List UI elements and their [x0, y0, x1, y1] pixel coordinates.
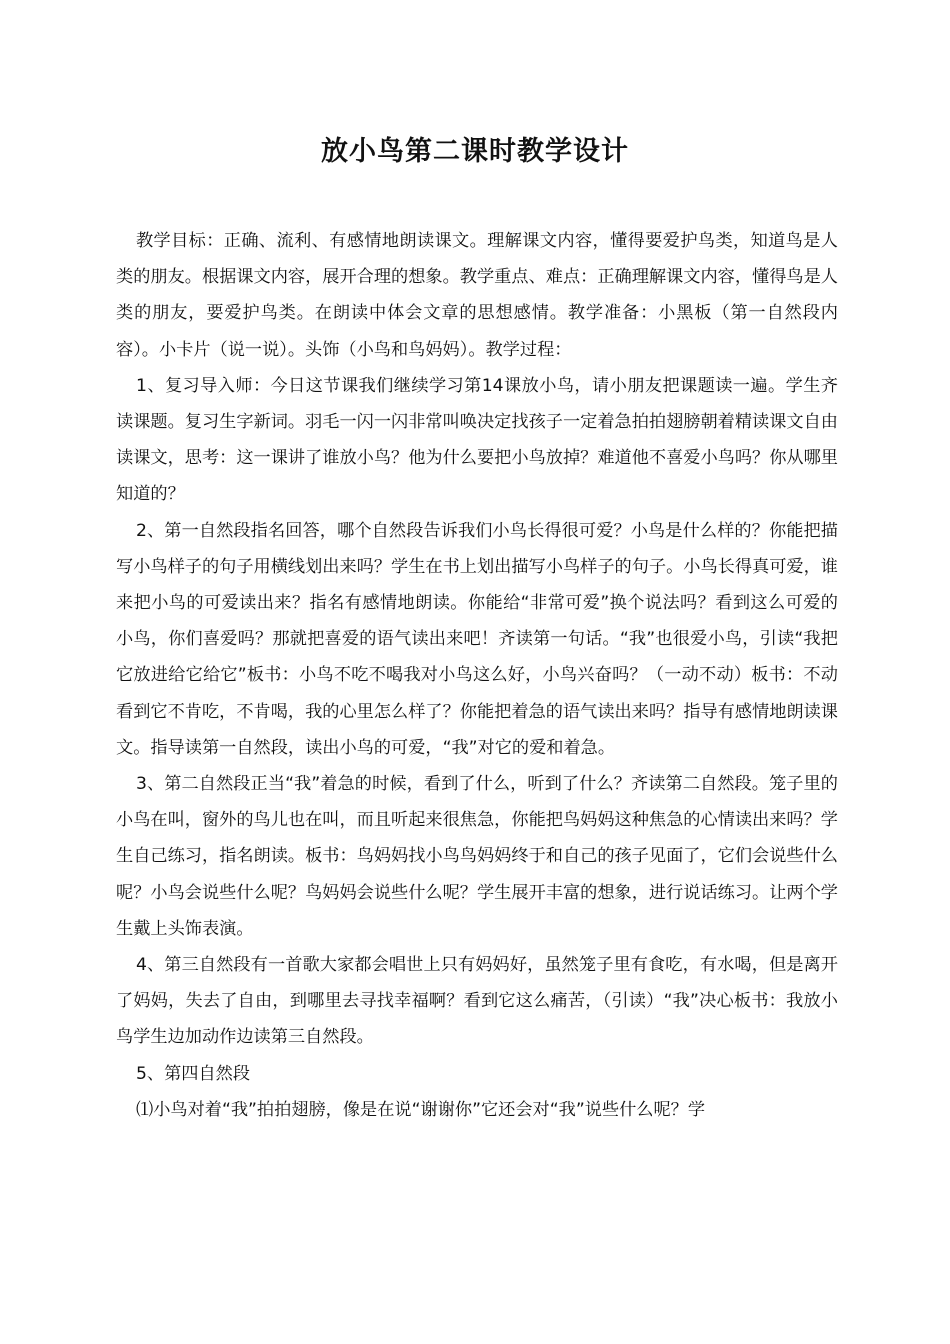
document-body	[116, 223, 838, 1128]
paragraph-step-4: 4、第三自然段有一首歌大家都会唱世上只有妈妈好，虽然笼子里有食吃，有水喝，但是离开了妈妈，失去了自由，到哪里去寻找幸福啊？看到它这么痛苦，（引读）“我”决心板书：我放小鸟学生边加动作边读第三自然段。	[116, 955, 838, 1048]
paragraph-objectives: 教学目标：正确、流利、有感情地朗读课文。理解课文内容，懂得要爱护鸟类，知道鸟是人类的朋友。根据课文内容，展开合理的想象。教学重点、难点：正确理解课文内容，懂得鸟是人类的朋友，要爱护鸟类。在朗读中体会文章的思想感情。教学准备：小黑板（第一自然段内容）。小卡片（说一说）。头饰（小鸟和鸟妈妈）。教学过程：	[116, 231, 838, 360]
paragraph-step-1: 1、复习导入师：今日这节课我们继续学习第14课放小鸟，请小朋友把课题读一遍。学生齐读课题。复习生字新词。羽毛一闪一闪非常叫唤决定找孩子一定着急拍拍翅膀朝着精读课文自由读课文，思考：这一课讲了谁放小鸟？他为什么要把小鸟放掉？难道他不喜爱小鸟吗？你从哪里知道的？	[116, 375, 838, 505]
paragraph-step-5-1: ⑴小鸟对着“我”拍拍翅膀，像是在说“谢谢你”它还会对“我”说些什么呢？学	[136, 1099, 706, 1120]
paragraph-step-2: 2、第一自然段指名回答，哪个自然段告诉我们小鸟长得很可爱？小鸟是什么样的？你能把描写小鸟样子的句子用横线划出来吗？学生在书上划出描写小鸟样子的句子。小鸟长得真可爱，谁来把小鸟的可爱读出来？指名有感情地朗读。你能给“非常可爱”换个说法吗？看到这么可爱的小鸟，你们喜爱吗？那就把喜爱的语气读出来吧！齐读第一句话。“我”也很爱小鸟，引读“我把它放进给它给它”板书：小鸟不吃不喝我对小鸟这么好，小鸟兴奋吗？（一动不动）板书：不动看到它不肯吃，不肯喝，我的心里怎么样了？你能把着急的语气读出来吗？指导有感情地朗读课文。指导读第一自然段，读出小鸟的可爱，“我”对它的爱和着急。	[116, 520, 838, 758]
paragraph-step-3: 3、第二自然段正当“我”着急的时候，看到了什么，听到了什么？齐读第二自然段。笼子里的小鸟在叫，窗外的鸟儿也在叫，而且听起来很焦急，你能把鸟妈妈这种焦急的心情读出来吗？学生自己练习，指名朗读。板书：鸟妈妈找小鸟鸟妈妈终于和自己的孩子见面了，它们会说些什么呢？小鸟会说些什么呢？鸟妈妈会说些什么呢？学生展开丰富的想象，进行说话练习。让两个学生戴上头饰表演。	[116, 774, 838, 939]
paragraph-step-5: 5、第四自然段	[136, 1063, 251, 1084]
document-title: 放小鸟第二课时教学设计	[321, 136, 629, 167]
